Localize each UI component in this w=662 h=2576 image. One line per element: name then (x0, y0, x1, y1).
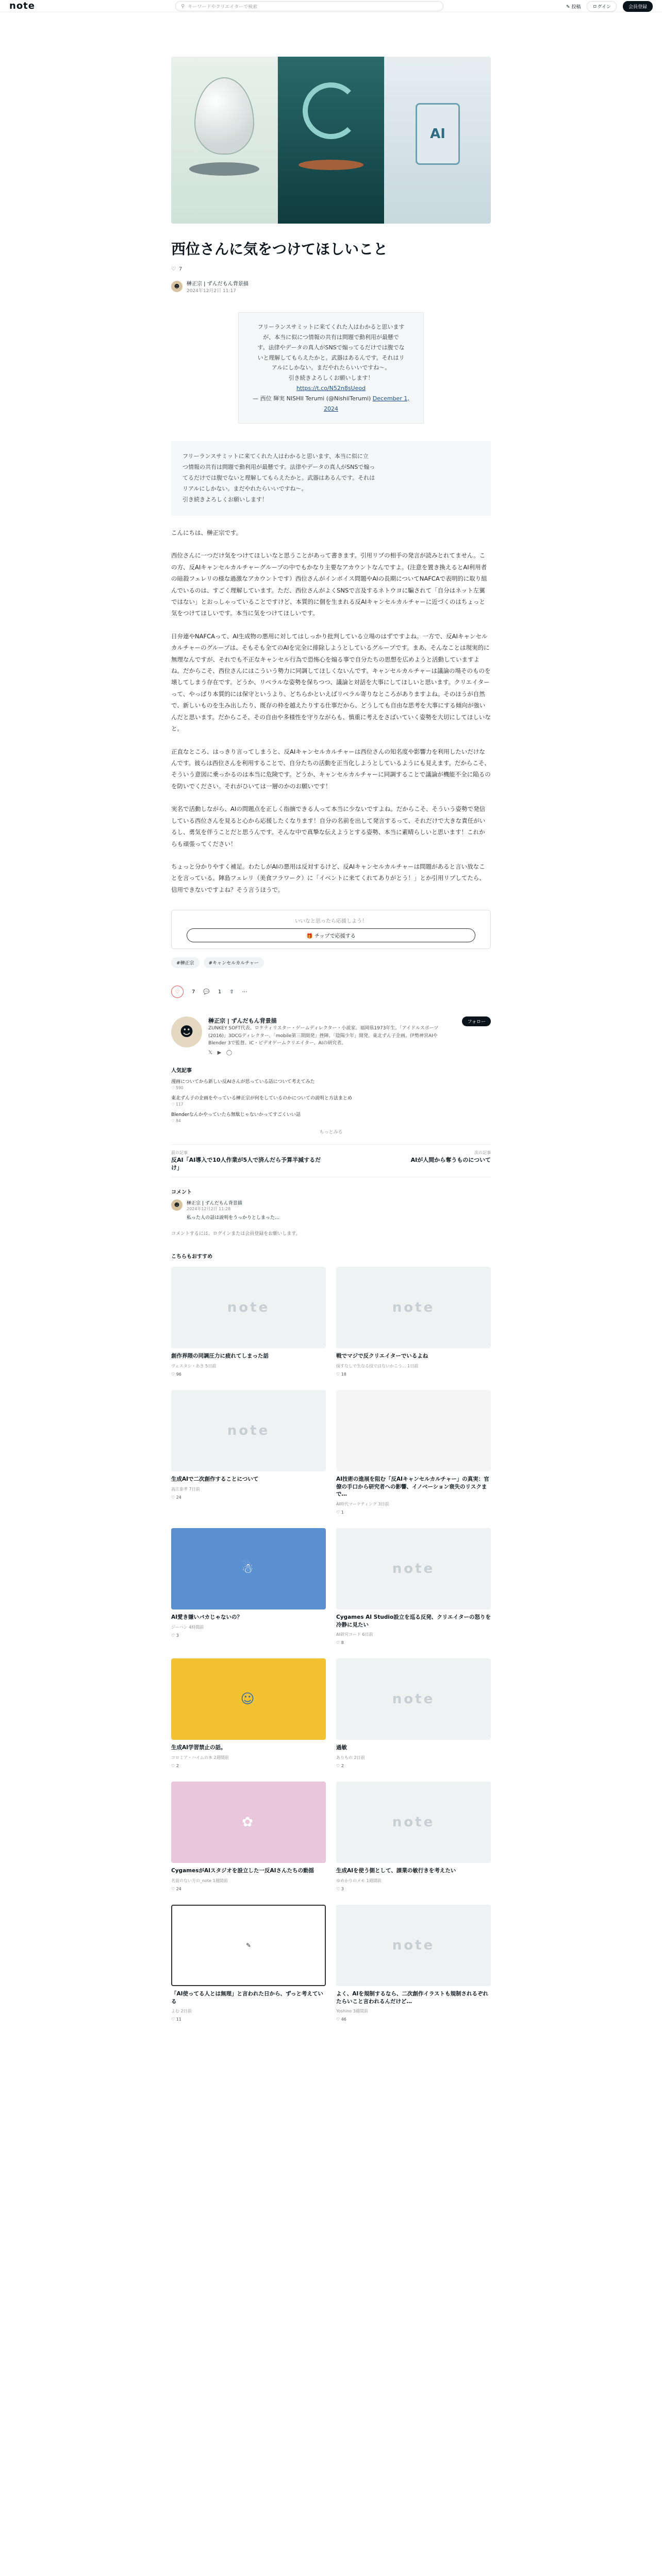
card-meta: AI研究コード 6日前 (336, 1632, 373, 1637)
post-label: 投稿 (571, 5, 581, 10)
card-like-count: 1 (341, 1510, 344, 1515)
card-title: AI愛き嫌いバカじゃないの？ (171, 1614, 243, 1621)
card-meta: 探すなしで生なる技ではないかこう... 1日前 (336, 1364, 419, 1369)
login-button[interactable]: ログイン (587, 1, 617, 12)
card-thumbnail: note (336, 1905, 491, 1986)
quote-line: フリーランスサミットに来てくれた人はわかると思います、本当に似に立 (183, 453, 369, 460)
quote-line: リアルにしかない。まだやれたらいいですね〜。 (183, 485, 307, 493)
paragraph: 実名で活動しながら、AIの問題点を正しく指摘できる人って本当に少ないですよね。だからこそ、そういう姿勢で発信している西位さんを見ると心から応援したくなります！自分の名前を出して発言するって、それだけで大きな責任がいるし、勇気を伴うことだと思うんです。そんな中で真摯な伝えようとする姿勢、本当に素晴らしいと思います！これからも頑張ってください！ (171, 805, 486, 848)
card-likes: ♡ 8 (336, 1640, 344, 1646)
popular-likes: 117 (176, 1102, 184, 1107)
card-like-count: 18 (341, 1372, 346, 1377)
article-title: 西位さんに気をつけてほしいこと (171, 241, 388, 258)
profile-avatar[interactable]: ☻ (171, 1016, 202, 1047)
login-prompt: コメントするには、ログインまたは会員登録をお願いします。 (171, 1231, 301, 1237)
tip-button[interactable] (187, 928, 475, 942)
more-icon[interactable]: ⋯ (242, 989, 247, 995)
heart-icon: ♡ (171, 1086, 175, 1091)
card-thumbnail: ✎ (171, 1905, 326, 1986)
card-meta: よむ 2日前 (171, 2009, 192, 2014)
popular-title: 東北ずん子の企画をやっている榊正宗が何をしているのかについての説明と方法まとめ (171, 1096, 352, 1101)
card-title: Cygames AI Studio設立を巡る反発、クリエイターの怒りを冷静に見たい (336, 1614, 491, 1628)
card-meta: ジーハン 4時間前 (171, 1624, 204, 1630)
header-image (171, 57, 491, 224)
tip-box (171, 910, 491, 949)
tweet-line: いと理解してもらえたかと。武器はあるんです。それはリ (257, 354, 405, 361)
next-label: 次の記事 (474, 1150, 491, 1156)
card-like-count: 11 (176, 2017, 181, 2022)
tweet-byline: — 西位 輝実 NISHII Terumi (@NishiiTerumi) (253, 395, 371, 402)
like-count-bottom: 7 (192, 989, 195, 995)
author-profile (171, 1016, 491, 1056)
prev-article[interactable] (171, 1150, 326, 1172)
card-title: AI技術の進展を阻む「反AIキャンセルカルチャー」の真実：官僚の手口から研究者への影響、イノベーション衰失のリスクまで… (336, 1476, 489, 1498)
tweet-line: アルにしかない。まだやれたらいいですね〜。 (271, 364, 391, 371)
pen-icon: ✎ (566, 5, 570, 10)
heart-icon: ♡ (171, 1118, 175, 1124)
more-link[interactable]: もっとみる (319, 1130, 343, 1136)
search-placeholder: キーワードやクリエイターで検索 (188, 4, 258, 10)
card-thumbnail: note (336, 1658, 491, 1740)
recommend-card[interactable] (336, 1528, 491, 1645)
comment-date: 2024年12月2日 11:28 (187, 1207, 231, 1212)
round-table (299, 160, 363, 170)
popular-likes: 84 (176, 1118, 181, 1124)
top-actions (566, 1, 653, 12)
card-thumbnail: note (336, 1528, 491, 1609)
card-thumbnail: note (336, 1267, 491, 1348)
post-date: 2024年12月2日 11:17 (187, 289, 236, 294)
recommend-card[interactable] (171, 1782, 326, 1891)
author-name[interactable]: 榊正宗 | ずんだもん背景描 (187, 281, 249, 287)
signup-button[interactable]: 会員登録 (623, 1, 653, 12)
card-likes: ♡ 3 (336, 1886, 344, 1891)
next-article[interactable] (336, 1150, 491, 1172)
comment-count: 1 (218, 989, 222, 995)
card-thumbnail: note (336, 1782, 491, 1863)
recommend-grid (171, 1267, 491, 2022)
recommend-card[interactable] (336, 1782, 491, 1891)
heart-icon: ♡ (171, 1102, 175, 1107)
popular-item[interactable] (171, 1111, 491, 1123)
quote-line: つ情報の共有は問題で動利用が最懸です。法律やデータの真人がSNSで煽っ (183, 464, 375, 471)
recommend-card[interactable] (336, 1658, 491, 1768)
recommend-card[interactable] (171, 1267, 326, 1377)
card-like-count: 8 (341, 1640, 344, 1646)
recommend-card[interactable] (171, 1390, 326, 1515)
recommend-heading: こちらもおすすめ (171, 1254, 213, 1260)
tweet-line: 引き続きよろしくお願いします！ (288, 375, 374, 382)
card-likes: ♡ 2 (336, 1764, 344, 1769)
card-like-count: 3 (341, 1886, 344, 1891)
card-thumbnail: ☺ (171, 1658, 326, 1740)
recommend-card[interactable] (171, 1905, 326, 2022)
card-meta: ゆめかりのメモ 1週間前 (336, 1878, 382, 1883)
recommend-card[interactable] (336, 1267, 491, 1377)
prev-title: 反AI「AI導入で10人作業が5人で済んだら予算半減するだけ」 (171, 1156, 321, 1171)
tweet-line: フリーランスサミットに来てくれた人はわかると思います (257, 324, 405, 331)
card-title: 生成AIを使う側として、課業の敏行きを考えたい (336, 1868, 456, 1874)
card-likes: ♡ 3 (171, 1633, 179, 1638)
card-thumbnail: ✿ (171, 1782, 326, 1863)
card-likes: ♡ 24 (171, 1495, 181, 1500)
card-like-count: 3 (176, 1633, 179, 1638)
comment-text: 私った人の話は説明をうっかりとしまった… (187, 1215, 280, 1221)
card-meta: AI時代マーケティング 3日前 (336, 1502, 389, 1507)
comment-heading: コメント (171, 1190, 192, 1196)
follow-button[interactable]: フォロー (462, 1016, 491, 1026)
popular-title: 漫画についてから新しい反AIさんが思っている話について考えてみた (171, 1079, 315, 1085)
card-meta: コロミア・ハイムの本 2週間前 (171, 1755, 229, 1760)
tag-list (171, 957, 491, 968)
card-likes: ♡ 24 (171, 1886, 181, 1891)
card-meta: ありもの 2日前 (336, 1755, 365, 1760)
card-like-count: 46 (341, 2017, 346, 2022)
prev-label: 前の記事 (171, 1150, 188, 1156)
profile-bio: ZUNKEY SOFT代表。ロケティリスター・ゲームディレクター・小説家。福岡県1973年生。「アイドルスポーツ(2016)」3DCGディレクター、「mobile第三期開発」挫陣。「陰陽少年」開発。東北ずん子企画。伊勢神宮AIやBlender 3で監督。IC・ビデオゲームクリエイター。AIの研究者。 (208, 1026, 439, 1046)
dragon-illustration (303, 82, 359, 139)
popular-title: Blenderなんかやっていたら無駄じゃないかってすごくいい話 (171, 1112, 301, 1118)
recommend-card[interactable] (336, 1905, 491, 2022)
card-meta: ヴェスタシ・あき 5日前 (171, 1364, 217, 1369)
card-title: よく、AIを規制するなら、二次創作イラストも規制されるぞれたらいこと言われるんだけど… (336, 1990, 489, 2005)
popular-likes: 590 (176, 1086, 184, 1091)
recommend-card[interactable] (336, 1390, 491, 1515)
quote-line: てるだけでは腹でないと理解してもらえたかと。武器はあるんです。それは (183, 474, 375, 482)
card-likes: ♡ 11 (171, 2017, 181, 2022)
card-title: 生成AI学習禁止の話。 (171, 1744, 226, 1751)
card-thumbnail: ☃ (171, 1528, 326, 1609)
embedded-tweet (238, 312, 424, 423)
popular-heading: 人気記事 (171, 1068, 192, 1074)
profile-name[interactable]: 榊正宗 | ずんだもん背景描 (208, 1018, 277, 1025)
recommend-card[interactable] (171, 1658, 326, 1768)
card-thumbnail: note (171, 1267, 326, 1348)
card-title: 「AI使ってる人とは無理」と言われた日から、ずっと考えている (171, 1990, 323, 2005)
card-title: 過敏 (336, 1744, 347, 1751)
youtube-icon[interactable]: ▶ (217, 1050, 222, 1056)
card-like-count: 24 (176, 1886, 181, 1891)
card-title: CygamesがAIスタジオを設立した一反AIさんたちの動揺 (171, 1868, 315, 1874)
paragraph: 正直なところ、はっきり言ってしまうと、反AIキャンセルカルチャーは西位さんの知名度や影響力を利用したいだけなんです。彼らは西位さんを利用することで、自分たちの活動を正当化しようとしているようにも見えます。だからこそ、そういう意図に乗っかるのは本当に危険です。どうか、キャンセルカルチャーに同調することで議論が機能不全に陥るのを防いでください。それがひいては一層のかのお願いです！ (171, 748, 491, 790)
card-like-count: 2 (176, 1764, 179, 1769)
article-nav (171, 1144, 491, 1177)
popular-item[interactable] (171, 1078, 491, 1090)
popular-item[interactable] (171, 1094, 491, 1107)
dragon-panel (278, 57, 384, 224)
card-meta: Yoshino 3週間前 (336, 2009, 368, 2014)
like-button[interactable]: ♡ (171, 986, 184, 998)
share-icon[interactable]: ⇧ (229, 989, 234, 995)
paragraph: 日弁連やNAFCAって、AI生成物の悪用に対してはしっかり批判している立場のはずですよね。一方で、反AIキャンセルカルチャーのグループは、そもそも全てのAIを完全に排除しようとしているグループです。まあ、そんなことは現実的に無理なんですが、それでも不正なキャンセル行為で恐怖心を煽る事で自分たちの思想を広めようと活動していますよね。だからこそ、西位さんにはこういう勢力に同調してほしくないんです。キャンセルカルチャーは議論の場そのものを壊してしまう存在です。どうか、リベラルな姿勢を保ちつつ、議論と対話を大事にしてほしいと思います。クリエイターって、やっぱり本質的には保守というより、どちらかといえばリベラル寄りなところがありますよね。そのほうが自然で、新しいものを生み出したり、既存の枠を越えたりする仕事だから、どうしても自由な思考を大事にする傾向が強いんだと思います。だからこそ、その自由や多様性を守りながらも、慎重に考えをさばいていく姿勢を大切にしてほしいなと。 (171, 632, 491, 733)
article-main (171, 57, 491, 2022)
instagram-icon[interactable]: ◯ (226, 1050, 233, 1056)
card-like-count: 96 (176, 1372, 181, 1377)
avatar[interactable]: ☻ (171, 281, 183, 292)
tweet-line: が、本当に似につ情報の共有は問題で動利用が最懸で (263, 333, 399, 341)
tip-button-label: チップで応援する (314, 934, 356, 940)
tweet-date-link[interactable]: December 1, 2024 (324, 395, 409, 412)
like-summary (171, 266, 491, 272)
card-likes: ♡ 96 (171, 1372, 181, 1377)
tweet-line: す。法律やデータの真人がSNSで煽ってるだけでは腹でな (257, 344, 405, 351)
paragraph: 西位さんに一つだけ気をつけてほしいなと思うことがあって書きます。引用リプの相手の発言が読みとれてません。この方、反AIキャンセルカルチャーグループの中でもかなり主要なアカウントなんですよ。(注意を置き換えるとAI利用者の暗殺フェレリの様な過激なアカウントです）西位さんがインボイス問題やAIの長期についてNAFCAで表明的に取り組んでいるのは、すごく理解しています。ただ、西位さんがよくSNSで言及するネトウヨに騙されて「自分はネット左翼ではない」とおっしゃっていることですけど、本質的に個を生まれる反AIキャンセルカルチャーに近づくのはちょっと気をつけてほしいです。本当に気をつけてほしいです。 (171, 552, 487, 617)
comment-author[interactable]: 榊正宗 | ずんだもん背景描 (187, 1201, 242, 1207)
search-input[interactable] (175, 1, 443, 11)
card-like-count: 2 (341, 1764, 344, 1769)
card-thumbnail (336, 1390, 491, 1471)
ai-chip-illustration: AI (416, 103, 460, 165)
note-logo[interactable]: note (9, 1, 35, 11)
heart-icon[interactable]: ♡ (171, 266, 176, 273)
card-title: 創作界隈の同調圧力に疲れてしまった話 (171, 1353, 269, 1360)
article-actions (171, 986, 491, 998)
blockquote (171, 441, 491, 515)
chip-panel (385, 57, 491, 224)
post-button[interactable] (566, 3, 581, 10)
paragraph: こんにちは、榊正宗です。 (171, 529, 242, 536)
x-icon[interactable]: 𝕏 (208, 1050, 213, 1056)
tip-question: いいなと思ったら応援しよう！ (295, 919, 367, 925)
next-title: AIが人間から奪うものについて (410, 1156, 491, 1163)
card-likes: ♡ 2 (171, 1764, 179, 1769)
like-count: 7 (178, 266, 183, 273)
card-meta: 高江泰孝 7日前 (171, 1486, 200, 1492)
card-likes: ♡ 46 (336, 2017, 346, 2022)
author-row[interactable] (171, 279, 491, 294)
comment-icon[interactable]: 💬 (203, 989, 210, 995)
top-bar (0, 0, 662, 12)
card-meta: 名前のない方の_note 1週間前 (171, 1878, 228, 1883)
egg-panel (171, 57, 277, 224)
tag[interactable]: #榊正宗 (171, 957, 200, 968)
quote-line: 引き続きよろしくお願いします！ (183, 496, 268, 503)
social-links (208, 1050, 451, 1056)
gift-icon: 🎁 (306, 934, 313, 940)
comment-avatar[interactable]: ☻ (171, 1199, 183, 1211)
card-title: 生成AIで二次創作することについて (171, 1476, 259, 1483)
paragraph: ちょっと分かりやすく補足。わたしがAIの悪用は反対するけど、反AIキャンセルカルチャーは問題があると言い放なことを言っている。陣島フェレリ（美食フラワーク）に「イベントに来てくれてありがとう！」とか引用リプしてたら、信用できないですよね？そう言うほうで。 (171, 862, 485, 893)
recommend-card[interactable] (171, 1528, 326, 1645)
card-like-count: 24 (176, 1495, 181, 1500)
comment-section (171, 1188, 491, 1236)
card-thumbnail: note (171, 1390, 326, 1471)
search-icon: ⚲ (181, 3, 185, 9)
card-title: 戦でマジで反クリエイターでいるよね (336, 1353, 428, 1360)
pedestal (189, 162, 259, 176)
tweet-link[interactable]: https://t.co/N52n8sUeod (296, 384, 366, 392)
card-likes: ♡ 1 (336, 1510, 344, 1515)
egg-illustration (194, 77, 254, 155)
card-likes: ♡ 18 (336, 1372, 346, 1377)
tag[interactable]: #キャンセルカルチャー (204, 957, 264, 968)
